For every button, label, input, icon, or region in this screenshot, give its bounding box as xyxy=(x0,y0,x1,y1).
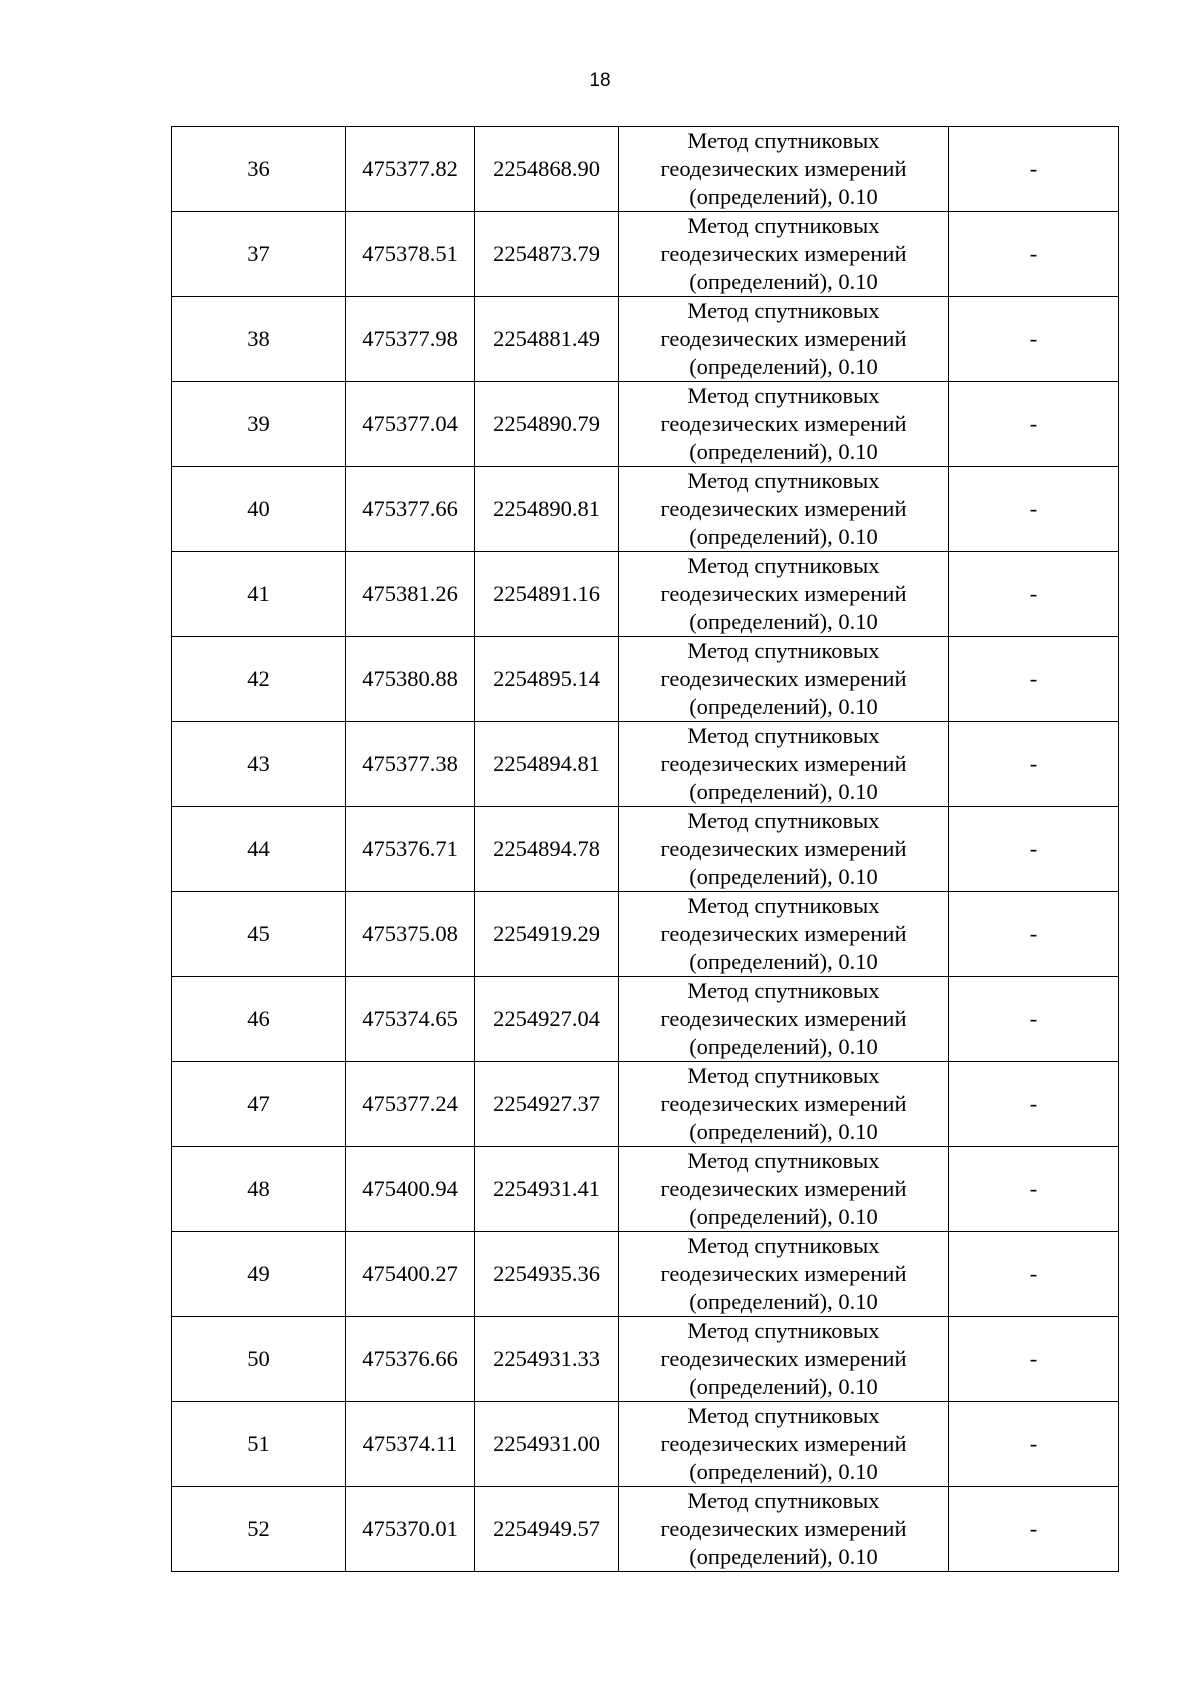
method-line: (определений), 0.10 xyxy=(689,354,878,379)
point-number-cell: 39 xyxy=(172,382,346,467)
method-line: Метод спутниковых xyxy=(687,213,880,238)
x-coordinate-cell: 475400.27 xyxy=(346,1232,475,1317)
x-coordinate-cell: 475377.38 xyxy=(346,722,475,807)
note-cell: - xyxy=(949,722,1119,807)
table-row xyxy=(172,127,1119,212)
method-line: геодезических измерений xyxy=(660,751,907,776)
method-line: геодезических измерений xyxy=(660,1516,907,1541)
method-line: (определений), 0.10 xyxy=(689,524,878,549)
note-cell: - xyxy=(949,807,1119,892)
point-number-cell: 42 xyxy=(172,637,346,722)
x-coordinate-cell: 475370.01 xyxy=(346,1487,475,1572)
table-row xyxy=(172,1402,1119,1487)
y-coordinate-cell: 2254895.14 xyxy=(475,637,619,722)
method-line: Метод спутниковых xyxy=(687,1233,880,1258)
method-line: (определений), 0.10 xyxy=(689,694,878,719)
method-line: (определений), 0.10 xyxy=(689,1544,878,1569)
method-line: (определений), 0.10 xyxy=(689,1289,878,1314)
method-line: Метод спутниковых xyxy=(687,808,880,833)
y-coordinate-cell: 2254931.33 xyxy=(475,1317,619,1402)
method-line: Метод спутниковых xyxy=(687,1403,880,1428)
y-coordinate-cell: 2254931.41 xyxy=(475,1147,619,1232)
note-cell: - xyxy=(949,127,1119,212)
x-coordinate-cell: 475377.04 xyxy=(346,382,475,467)
note-cell: - xyxy=(949,297,1119,382)
point-number-cell: 47 xyxy=(172,1062,346,1147)
table-row xyxy=(172,297,1119,382)
point-number-cell: 46 xyxy=(172,977,346,1062)
x-coordinate-cell: 475375.08 xyxy=(346,892,475,977)
note-cell: - xyxy=(949,1232,1119,1317)
method-line: Метод спутниковых xyxy=(687,128,880,153)
method-line: геодезических измерений xyxy=(660,836,907,861)
method-line: геодезических измерений xyxy=(660,666,907,691)
method-cell xyxy=(619,552,949,637)
method-line: Метод спутниковых xyxy=(687,1318,880,1343)
y-coordinate-cell: 2254919.29 xyxy=(475,892,619,977)
x-coordinate-cell: 475376.66 xyxy=(346,1317,475,1402)
point-number-cell: 50 xyxy=(172,1317,346,1402)
method-cell xyxy=(619,127,949,212)
method-line: геодезических измерений xyxy=(660,1176,907,1201)
y-coordinate-cell: 2254890.79 xyxy=(475,382,619,467)
note-cell: - xyxy=(949,1062,1119,1147)
table-row xyxy=(172,1062,1119,1147)
method-cell xyxy=(619,212,949,297)
page-number: 18 xyxy=(589,70,611,91)
method-line: (определений), 0.10 xyxy=(689,1034,878,1059)
x-coordinate-cell: 475376.71 xyxy=(346,807,475,892)
note-cell: - xyxy=(949,467,1119,552)
method-cell xyxy=(619,1317,949,1402)
point-number-cell: 44 xyxy=(172,807,346,892)
method-line: геодезических измерений xyxy=(660,411,907,436)
table-row xyxy=(172,382,1119,467)
method-line: (определений), 0.10 xyxy=(689,609,878,634)
note-cell: - xyxy=(949,382,1119,467)
y-coordinate-cell: 2254868.90 xyxy=(475,127,619,212)
method-line: геодезических измерений xyxy=(660,581,907,606)
method-line: Метод спутниковых xyxy=(687,553,880,578)
x-coordinate-cell: 475377.66 xyxy=(346,467,475,552)
table-row xyxy=(172,637,1119,722)
method-cell xyxy=(619,1232,949,1317)
x-coordinate-cell: 475381.26 xyxy=(346,552,475,637)
method-line: (определений), 0.10 xyxy=(689,779,878,804)
table-row xyxy=(172,1317,1119,1402)
note-cell: - xyxy=(949,1402,1119,1487)
method-line: геодезических измерений xyxy=(660,1346,907,1371)
table-row xyxy=(172,467,1119,552)
note-cell: - xyxy=(949,637,1119,722)
note-cell: - xyxy=(949,977,1119,1062)
method-line: Метод спутниковых xyxy=(687,1063,880,1088)
method-line: Метод спутниковых xyxy=(687,638,880,663)
method-line: геодезических измерений xyxy=(660,1006,907,1031)
point-number-cell: 38 xyxy=(172,297,346,382)
method-cell xyxy=(619,637,949,722)
table-row xyxy=(172,1487,1119,1572)
table-row xyxy=(172,552,1119,637)
table-row xyxy=(172,212,1119,297)
note-cell: - xyxy=(949,892,1119,977)
method-line: Метод спутниковых xyxy=(687,1148,880,1173)
method-line: Метод спутниковых xyxy=(687,893,880,918)
method-line: геодезических измерений xyxy=(660,1431,907,1456)
method-line: (определений), 0.10 xyxy=(689,439,878,464)
method-line: геодезических измерений xyxy=(660,496,907,521)
y-coordinate-cell: 2254890.81 xyxy=(475,467,619,552)
coordinates-table xyxy=(171,126,1119,1572)
method-cell xyxy=(619,892,949,977)
coordinates-table-body xyxy=(172,127,1119,1572)
point-number-cell: 40 xyxy=(172,467,346,552)
method-cell xyxy=(619,722,949,807)
x-coordinate-cell: 475377.82 xyxy=(346,127,475,212)
x-coordinate-cell: 475380.88 xyxy=(346,637,475,722)
method-cell xyxy=(619,1062,949,1147)
y-coordinate-cell: 2254894.78 xyxy=(475,807,619,892)
table-row xyxy=(172,892,1119,977)
point-number-cell: 43 xyxy=(172,722,346,807)
method-line: (определений), 0.10 xyxy=(689,1374,878,1399)
method-line: геодезических измерений xyxy=(660,241,907,266)
y-coordinate-cell: 2254927.37 xyxy=(475,1062,619,1147)
point-number-cell: 51 xyxy=(172,1402,346,1487)
point-number-cell: 36 xyxy=(172,127,346,212)
note-cell: - xyxy=(949,552,1119,637)
y-coordinate-cell: 2254873.79 xyxy=(475,212,619,297)
method-line: (определений), 0.10 xyxy=(689,1119,878,1144)
method-line: геодезических измерений xyxy=(660,326,907,351)
note-cell: - xyxy=(949,1487,1119,1572)
x-coordinate-cell: 475400.94 xyxy=(346,1147,475,1232)
x-coordinate-cell: 475377.24 xyxy=(346,1062,475,1147)
method-cell xyxy=(619,807,949,892)
method-line: (определений), 0.10 xyxy=(689,949,878,974)
y-coordinate-cell: 2254891.16 xyxy=(475,552,619,637)
table-row xyxy=(172,1147,1119,1232)
y-coordinate-cell: 2254949.57 xyxy=(475,1487,619,1572)
method-cell xyxy=(619,1487,949,1572)
method-line: Метод спутниковых xyxy=(687,978,880,1003)
method-line: (определений), 0.10 xyxy=(689,1204,878,1229)
point-number-cell: 45 xyxy=(172,892,346,977)
method-cell xyxy=(619,1147,949,1232)
table-row xyxy=(172,722,1119,807)
method-cell xyxy=(619,1402,949,1487)
method-line: Метод спутниковых xyxy=(687,1488,880,1513)
point-number-cell: 49 xyxy=(172,1232,346,1317)
y-coordinate-cell: 2254935.36 xyxy=(475,1232,619,1317)
table-row xyxy=(172,807,1119,892)
x-coordinate-cell: 475377.98 xyxy=(346,297,475,382)
method-line: геодезических измерений xyxy=(660,1091,907,1116)
method-line: Метод спутниковых xyxy=(687,468,880,493)
method-line: (определений), 0.10 xyxy=(689,269,878,294)
point-number-cell: 52 xyxy=(172,1487,346,1572)
x-coordinate-cell: 475374.65 xyxy=(346,977,475,1062)
method-line: (определений), 0.10 xyxy=(689,1459,878,1484)
y-coordinate-cell: 2254931.00 xyxy=(475,1402,619,1487)
note-cell: - xyxy=(949,1317,1119,1402)
method-cell xyxy=(619,297,949,382)
x-coordinate-cell: 475378.51 xyxy=(346,212,475,297)
y-coordinate-cell: 2254894.81 xyxy=(475,722,619,807)
method-line: (определений), 0.10 xyxy=(689,184,878,209)
point-number-cell: 41 xyxy=(172,552,346,637)
method-line: (определений), 0.10 xyxy=(689,864,878,889)
x-coordinate-cell: 475374.11 xyxy=(346,1402,475,1487)
method-line: геодезических измерений xyxy=(660,1261,907,1286)
table-row xyxy=(172,977,1119,1062)
method-cell xyxy=(619,467,949,552)
y-coordinate-cell: 2254881.49 xyxy=(475,297,619,382)
table-row xyxy=(172,1232,1119,1317)
method-line: Метод спутниковых xyxy=(687,723,880,748)
method-line: геодезических измерений xyxy=(660,156,907,181)
point-number-cell: 48 xyxy=(172,1147,346,1232)
note-cell: - xyxy=(949,1147,1119,1232)
method-cell xyxy=(619,977,949,1062)
method-line: Метод спутниковых xyxy=(687,383,880,408)
method-line: геодезических измерений xyxy=(660,921,907,946)
point-number-cell: 37 xyxy=(172,212,346,297)
y-coordinate-cell: 2254927.04 xyxy=(475,977,619,1062)
method-line: Метод спутниковых xyxy=(687,298,880,323)
note-cell: - xyxy=(949,212,1119,297)
method-cell xyxy=(619,382,949,467)
